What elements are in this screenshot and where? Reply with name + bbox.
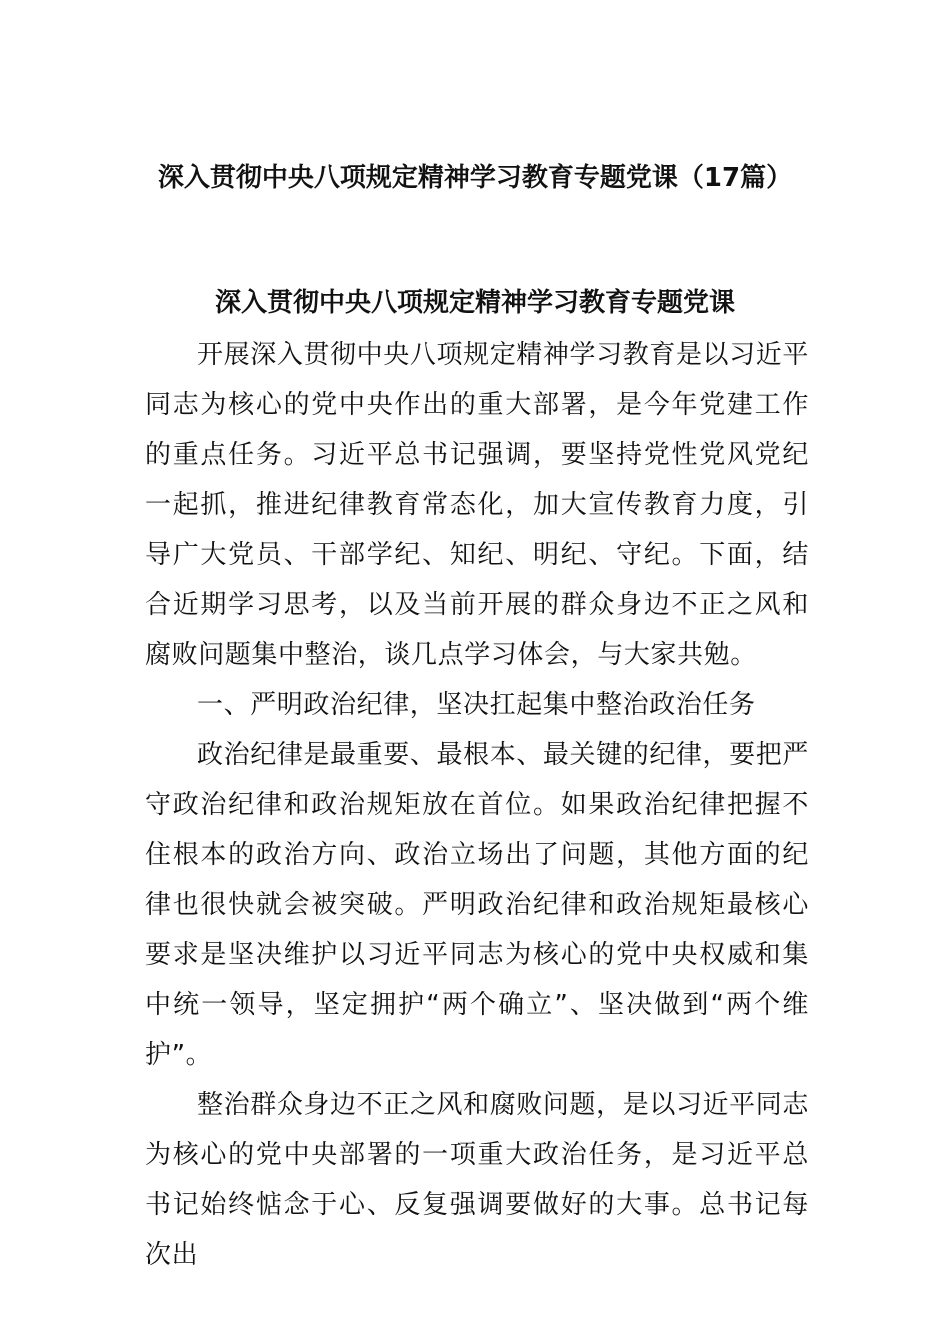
paragraph: 政治纪律是最重要、最根本、最关键的纪律，要把严守政治纪律和政治规矩放在首位。如果政治纪律把握不住根本的政治方向、政治立场出了问题，其他方面的纪律也很快就会被突破。严明政治纪律和政治规矩最核心要求是坚决维护以习近平同志为核心的党中央权威和集中统一领导，坚定拥护“两个确立”、坚决做到“两个维护”。 [145,740,809,1070]
section-title: 深入贯彻中央八项规定精神学习教育专题党课 [214,288,735,318]
document-title: 深入贯彻中央八项规定精神学习教育专题党课（17篇） [157,163,793,193]
paragraph: 整治群众身边不正之风和腐败问题，是以习近平同志为核心的党中央部署的一项重大政治任务，是习近平总书记始终惦念于心、反复强调要做好的大事。总书记每次出 [145,1090,809,1270]
paragraph: 开展深入贯彻中央八项规定精神学习教育是以习近平同志为核心的党中央作出的重大部署，是今年党建工作的重点任务。习近平总书记强调，要坚持党性党风党纪一起抓，推进纪律教育常态化，加大宣传教育力度，引导广大党员、干部学纪、知纪、明纪、守纪。下面，结合近期学习思考，以及当前开展的群众身边不正之风和腐败问题集中整治，谈几点学习体会，与大家共勉。 [145,340,809,670]
document-body [145,330,809,1280]
heading-paragraph: 一、严明政治纪律，坚决扛起集中整治政治任务 [197,690,756,720]
